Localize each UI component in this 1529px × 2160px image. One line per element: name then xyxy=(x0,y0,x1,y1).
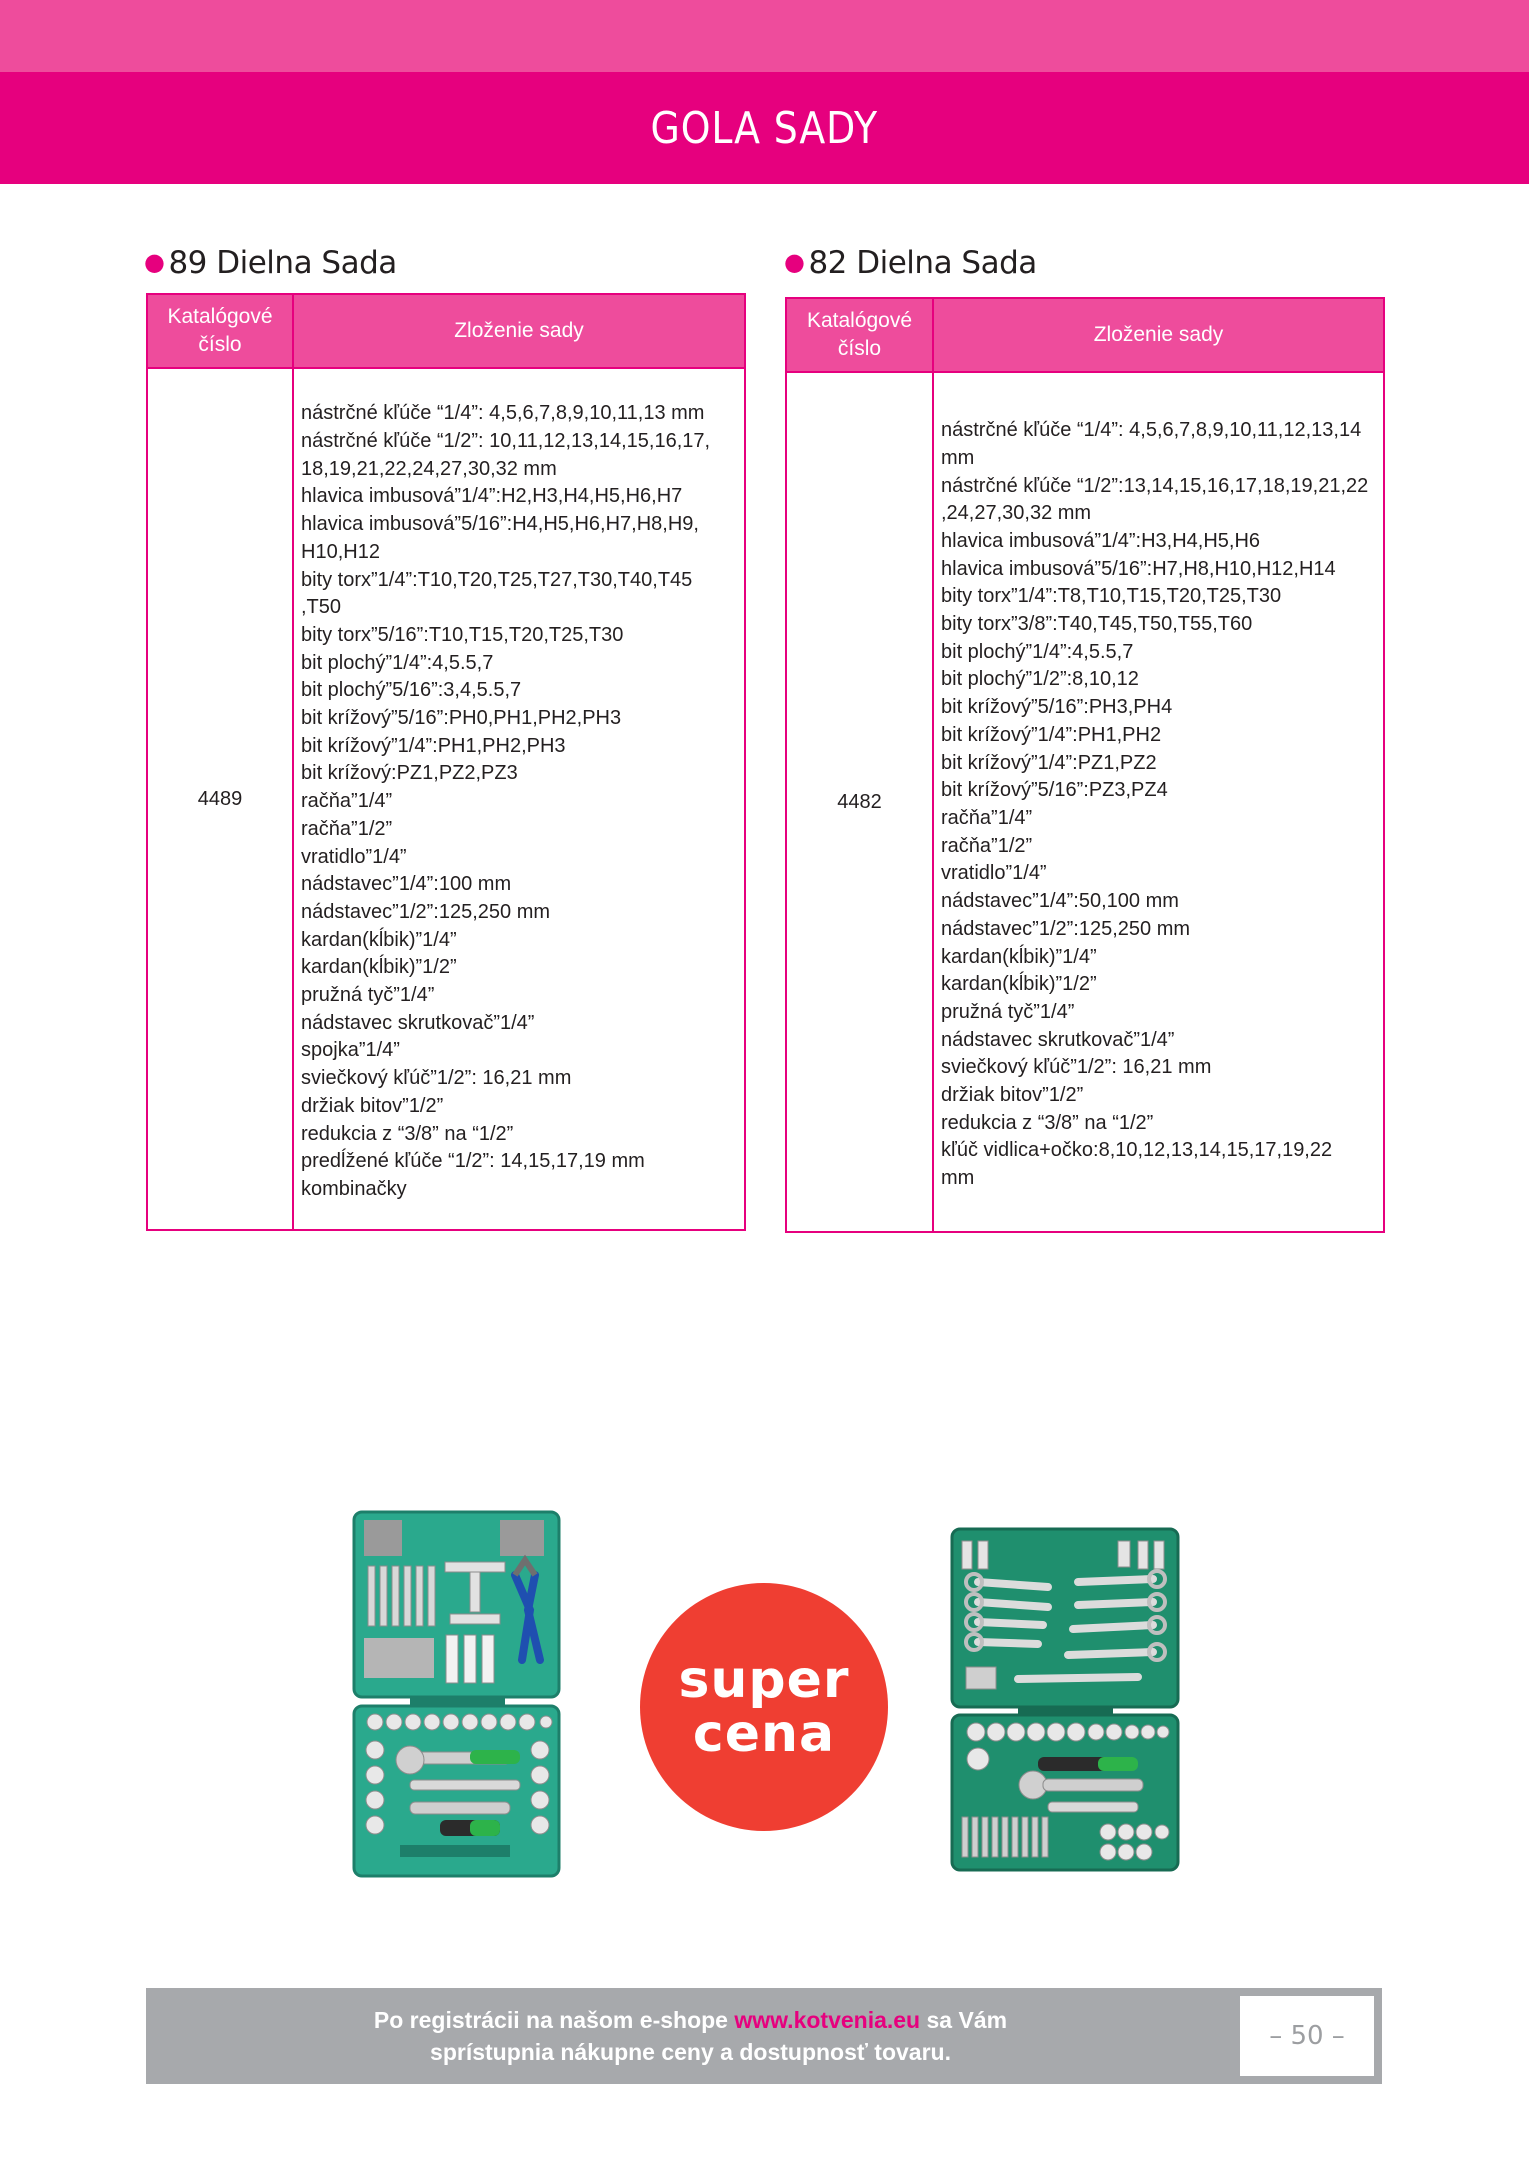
catalog-number: 4489 xyxy=(147,368,293,1230)
badge-line-1: super xyxy=(678,1650,850,1710)
set-item: bit krížový”1/4”:PH1,PH2,PH3 xyxy=(301,734,566,757)
set-item: kardan(kĺbik)”1/2” xyxy=(301,956,457,979)
set-item: pružná tyč”1/4” xyxy=(941,1000,1075,1023)
set-title-text: 89 Dielna Sada xyxy=(168,245,397,281)
page-number: – 50 – xyxy=(1269,2021,1345,2051)
footer-text-start: Po registrácii na našom e-shope xyxy=(373,2007,735,2033)
set-item: bity torx”5/16”:T10,T15,T20,T25,T30 xyxy=(301,623,624,646)
set-item: nástrčné kľúče “1/4”: 4,5,6,7,8,9,10,11,12,13,14 mm xyxy=(941,419,1362,469)
footer-text-line2: sprístupnia nákupne ceny a dostupnosť tovaru. xyxy=(430,2039,951,2065)
column-header-composition: Zloženie sady xyxy=(933,298,1384,372)
set-item: kardan(kĺbik)”1/2” xyxy=(941,973,1097,996)
set-item: bity torx”1/4”:T8,T10,T15,T20,T25,T30 xyxy=(941,585,1282,608)
set-item: hlavica imbusová”5/16”:H4,H5,H6,H7,H8,H9, H10,H12 xyxy=(301,513,699,563)
super-price-badge xyxy=(640,1583,888,1831)
set-item: nádstavec”1/2”:125,250 mm xyxy=(301,900,551,923)
set-item: račňa”1/4” xyxy=(941,807,1033,829)
set-title-89 xyxy=(144,245,397,281)
set-item: nástrčné kľúče “1/4”: 4,5,6,7,8,9,10,11,13 mm xyxy=(301,402,705,425)
set-item: račňa”1/2” xyxy=(941,834,1033,857)
set-items xyxy=(933,372,1384,1232)
column-header-catalog-label: Katalógové číslo xyxy=(167,305,273,356)
set-item: bit krížový:PZ1,PZ2,PZ3 xyxy=(301,762,518,785)
set-item: predĺžené kľúče “1/2”: 14,15,17,19 mm xyxy=(301,1150,645,1173)
set-item: bit plochý”5/16”:3,4,5.5,7 xyxy=(301,679,522,702)
set-item: kardan(kĺbik)”1/4” xyxy=(301,928,457,951)
set-item: bity torx”3/8”:T40,T45,T50,T55,T60 xyxy=(941,613,1253,636)
spec-table-89 xyxy=(146,293,746,1231)
set-item: kľúč vidlica+očko:8,10,12,13,14,15,17,19,22 mm xyxy=(941,1139,1333,1190)
bullet-icon: ● xyxy=(784,248,805,276)
bullet-icon: ● xyxy=(144,248,165,276)
set-item: nádstavec skrutkovač”1/4” xyxy=(301,1011,535,1034)
set-item: hlavica imbusová”1/4”:H3,H4,H5,H6 xyxy=(941,529,1261,552)
set-title-82 xyxy=(784,245,1037,281)
set-item: sviečkový kľúč”1/2”: 16,21 mm xyxy=(301,1067,572,1090)
column-header-catalog xyxy=(147,294,293,368)
set-item: hlavica imbusová”1/4”:H2,H3,H4,H5,H6,H7 xyxy=(301,485,683,508)
set-item: držiak bitov”1/2” xyxy=(301,1094,444,1117)
set-item: kardan(kĺbik)”1/4” xyxy=(941,945,1097,968)
set-item: bit krížový”1/4”:PH1,PH2 xyxy=(941,723,1162,746)
set-item: bit plochý”1/4”:4,5.5,7 xyxy=(941,640,1134,663)
page-header xyxy=(0,72,1529,184)
column-header-catalog-label: Katalógové číslo xyxy=(806,309,913,360)
set-item: redukcia z “3/8” na “1/2” xyxy=(301,1122,514,1145)
set-item: vratidlo”1/4” xyxy=(941,862,1047,885)
badge-line-2: cena xyxy=(692,1704,836,1764)
set-items xyxy=(293,368,745,1230)
set-item: nástrčné kľúče “1/2”:13,14,15,16,17,18,19,21,22 ,24,27,30,32 mm xyxy=(941,474,1369,525)
set-item: vratidlo”1/4” xyxy=(301,845,407,868)
set-title-text: 82 Dielna Sada xyxy=(808,245,1037,281)
set-item: držiak bitov”1/2” xyxy=(941,1084,1084,1107)
footer-bar xyxy=(146,1988,1382,2084)
set-item: nástrčné kľúče “1/2”: 10,11,12,13,14,15,16,17, 18,19,21,22,24,27,30,32 mm xyxy=(301,430,711,480)
set-item: bity torx”1/4”:T10,T20,T25,T27,T30,T40,T45 ,T50 xyxy=(301,568,693,619)
82-piece-tool-case-image xyxy=(948,1527,1184,1873)
set-item: bit krížový”5/16”:PH0,PH1,PH2,PH3 xyxy=(301,707,622,730)
set-item: nádstavec skrutkovač”1/4” xyxy=(941,1028,1175,1051)
set-item: redukcia z “3/8” na “1/2” xyxy=(941,1111,1154,1134)
spec-table-82 xyxy=(785,297,1385,1233)
set-item: pružná tyč”1/4” xyxy=(301,984,435,1007)
column-header-composition: Zloženie sady xyxy=(293,294,745,368)
top-accent-band xyxy=(0,0,1529,72)
page-title: GOLA SADY xyxy=(650,102,879,154)
set-item: bit plochý”1/2”:8,10,12 xyxy=(941,668,1139,691)
set-item: nádstavec”1/4”:100 mm xyxy=(301,873,512,896)
set-item: račňa”1/2” xyxy=(301,817,393,840)
catalog-number: 4482 xyxy=(786,372,933,1232)
set-item: bit krížový”5/16”:PZ3,PZ4 xyxy=(941,779,1168,802)
set-item: bit plochý”1/4”:4,5.5,7 xyxy=(301,651,494,674)
set-item: spojka”1/4” xyxy=(301,1039,400,1062)
set-item: bit krížový”1/4”:PZ1,PZ2 xyxy=(941,751,1157,774)
page-number-box xyxy=(1240,1996,1374,2076)
footer-text-end: sa Vám xyxy=(920,2007,1008,2033)
column-header-catalog xyxy=(786,298,933,372)
set-item: račňa”1/4” xyxy=(301,790,393,813)
89-piece-tool-case-image xyxy=(350,1510,565,1885)
set-item: sviečkový kľúč”1/2”: 16,21 mm xyxy=(941,1056,1212,1079)
set-item: nádstavec”1/2”:125,250 mm xyxy=(941,917,1191,940)
set-item: kombinačky xyxy=(301,1177,407,1200)
set-item: hlavica imbusová”5/16”:H7,H8,H10,H12,H14 xyxy=(941,557,1336,580)
set-item: bit krížový”5/16”:PH3,PH4 xyxy=(941,696,1173,719)
website-link[interactable]: www.kotvenia.eu xyxy=(734,2007,921,2033)
set-item: nádstavec”1/4”:50,100 mm xyxy=(941,890,1179,913)
footer-text xyxy=(146,2004,1235,2068)
